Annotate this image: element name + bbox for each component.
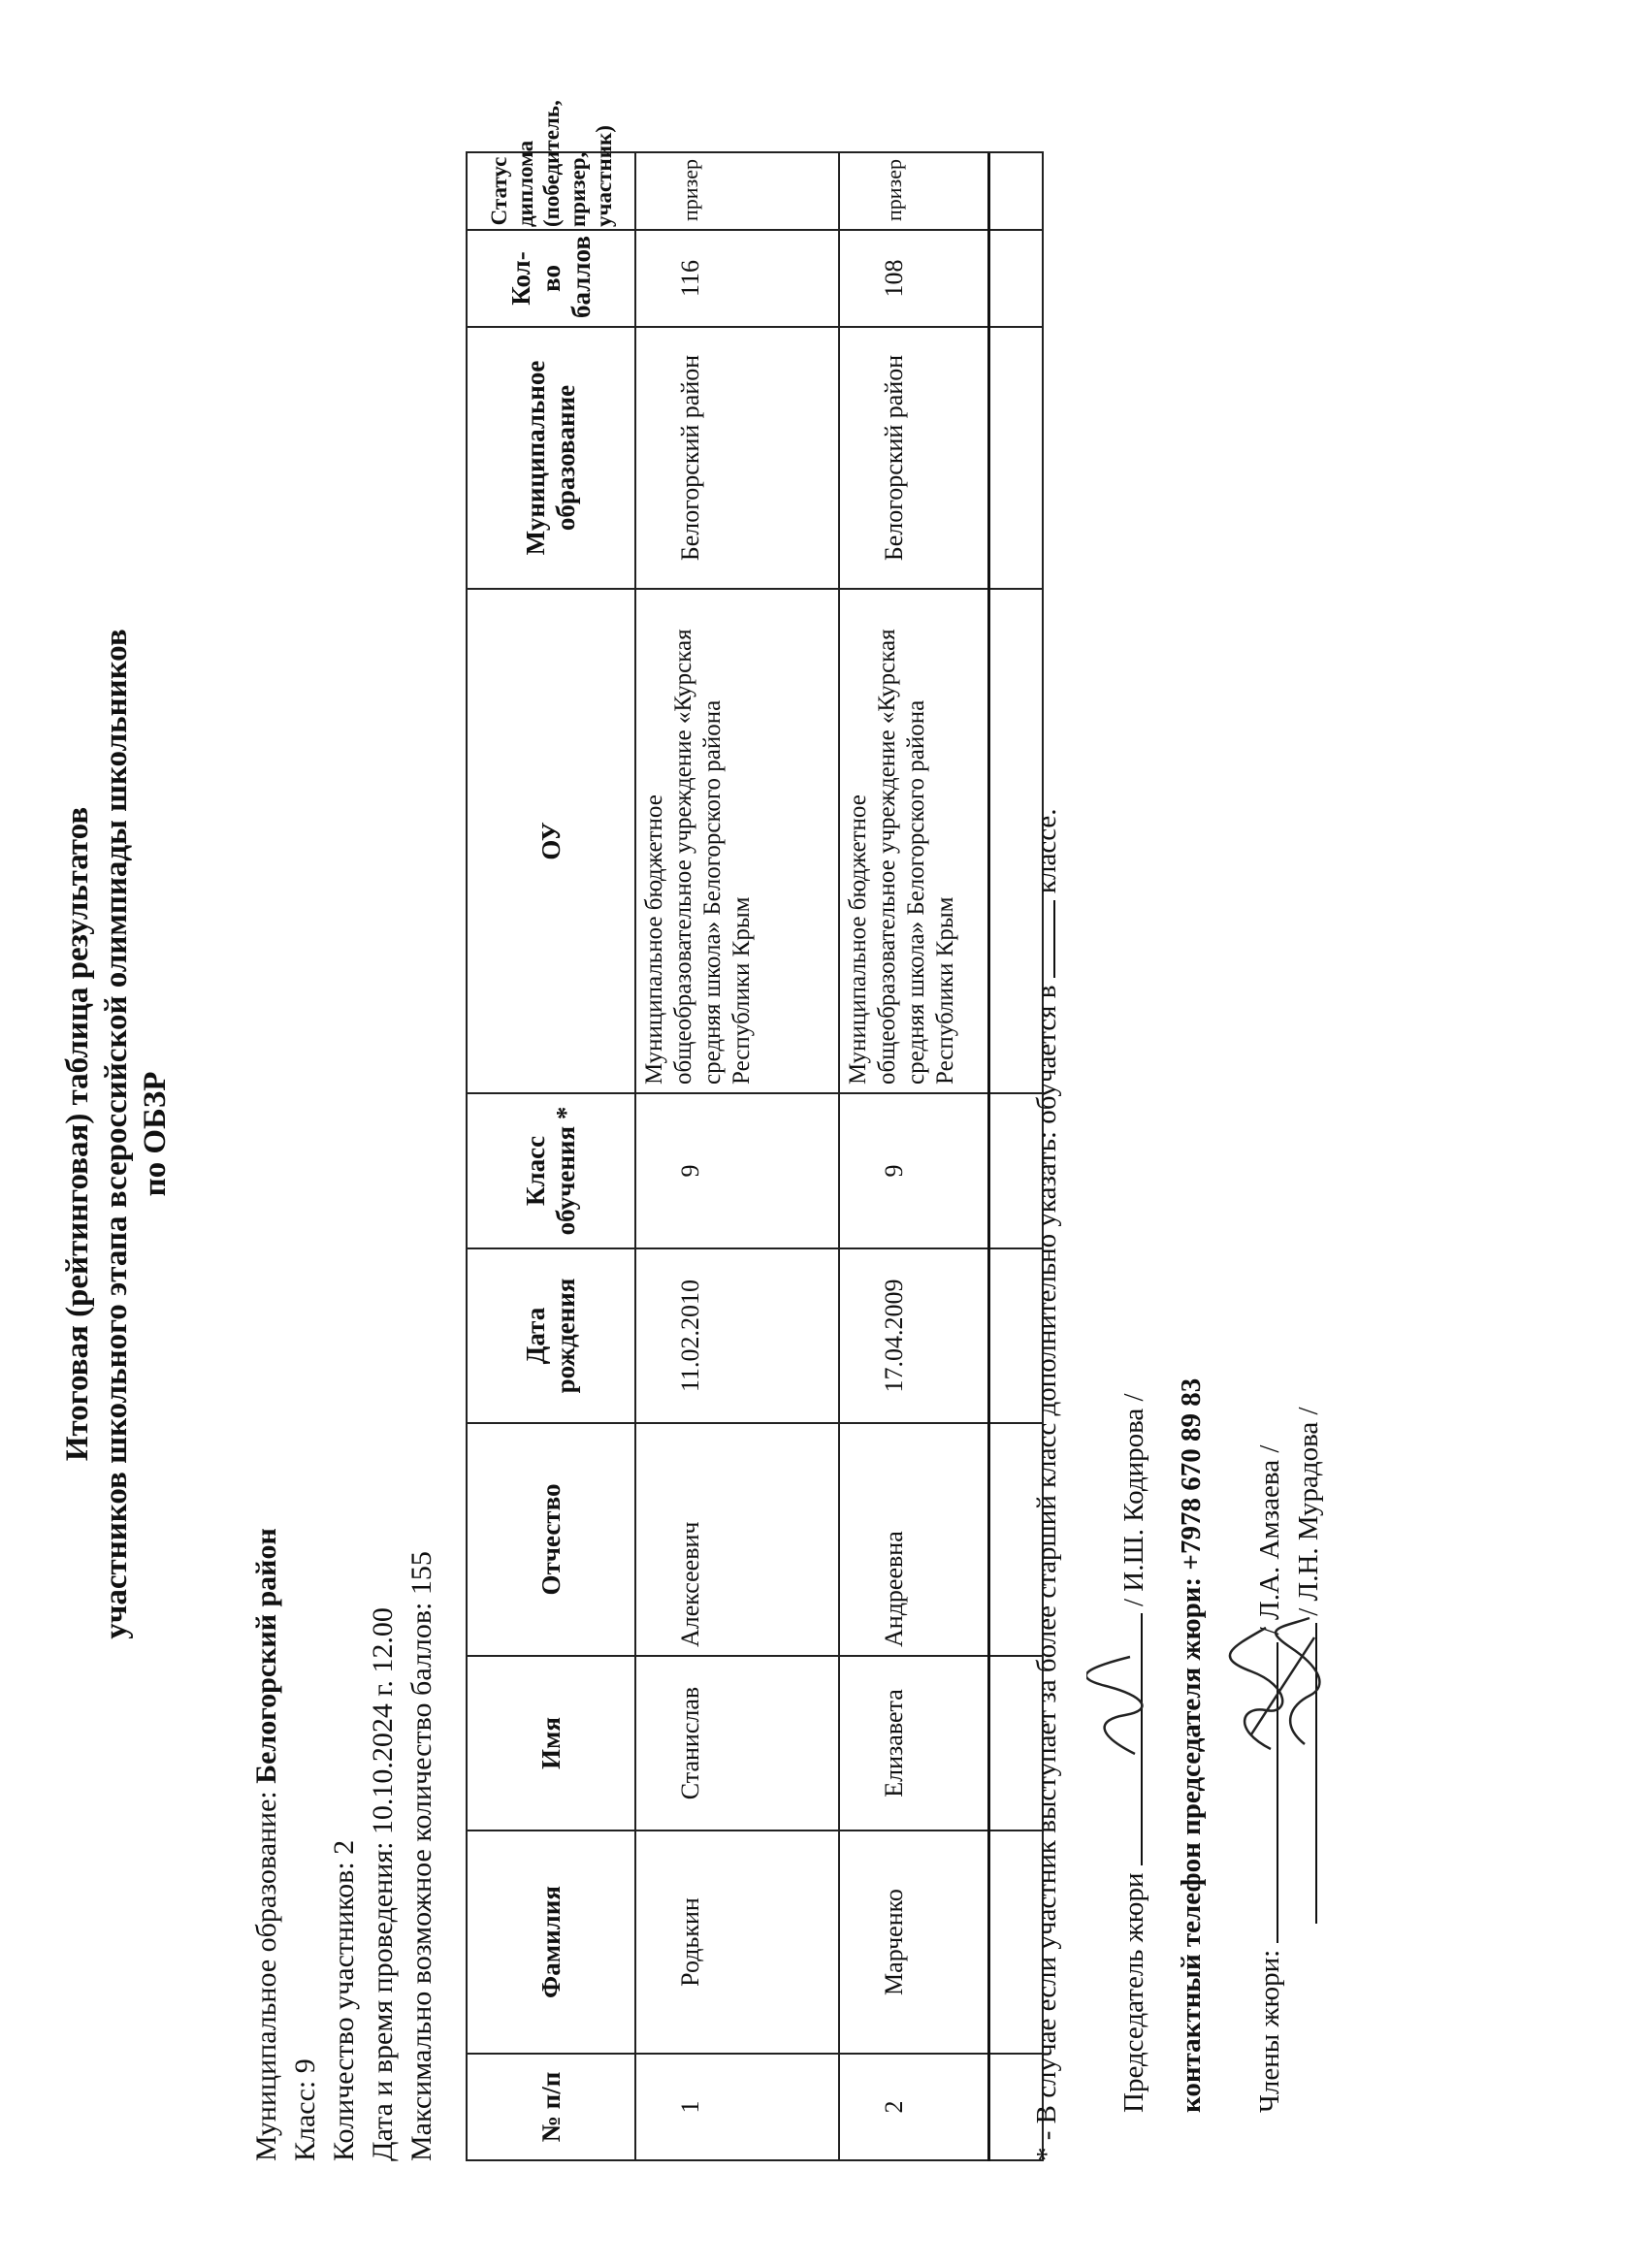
row-grade: 9 [839, 1093, 1043, 1248]
datetime-line [365, 1607, 402, 2161]
row-municipality: Белогорский район [635, 327, 839, 589]
row-name: Станислав [635, 1656, 839, 1831]
phone-line [1174, 1378, 1209, 2113]
row-patronymic: Андреевна [839, 1423, 1043, 1656]
table-row [635, 152, 839, 2160]
member1-name: / Л.А. Амзаева / [1254, 1444, 1285, 1636]
datetime-value: 10.10.2024 г. 12.00 [367, 1607, 399, 1835]
max-score-value: 155 [405, 1551, 437, 1596]
footnote-end: классе. [1031, 808, 1062, 894]
municipality-line [248, 1528, 285, 2161]
row-score: 108 [839, 230, 1043, 327]
row-school: Муниципальное бюджетное общеобразовательное учреждение «Курская средняя школа» Белогорского района Республики Крым [839, 589, 1043, 1093]
phone-value: +7978 670 89 83 [1176, 1377, 1207, 1571]
participants-label: Количество участников: [328, 1862, 360, 2161]
row-num: 2 [839, 2054, 1043, 2160]
header-grade: Класс обучения * [467, 1093, 635, 1248]
row-patronymic: Алексеевич [635, 1423, 839, 1656]
header-score: Кол-во баллов [467, 230, 635, 327]
results-table [466, 100, 1044, 2161]
header-patronymic: Отчество [467, 1423, 635, 1656]
members-label: Члены жюри: [1254, 1949, 1285, 2113]
table-header-row [467, 152, 635, 2160]
row-name: Елизавета [839, 1656, 1043, 1831]
municipality-value: Белогорский район [250, 1528, 282, 1784]
municipality-label: Муниципальное образование: [250, 1791, 282, 2161]
row-birth-date: 11.02.2010 [635, 1248, 839, 1423]
header-municipality: Муниципальное образование [467, 327, 635, 589]
header-surname: Фамилия [467, 1831, 635, 2054]
document-title-line-1: Итоговая (рейтинговая) таблица результатов [60, 806, 95, 1462]
separator-line [987, 153, 990, 2161]
chair-name: / И.Ш. Кодирова / [1118, 1393, 1149, 1606]
participants-line [326, 1840, 363, 2161]
row-num: 1 [635, 2054, 839, 2160]
header-num: № п/п [467, 2054, 635, 2160]
member1-line [1251, 1445, 1287, 2113]
row-surname: Родькин [635, 1831, 839, 2054]
row-grade: 9 [635, 1093, 839, 1248]
row-birth-date: 17.04.2009 [839, 1248, 1043, 1423]
class-label: Класс: [289, 2080, 321, 2161]
row-score: 116 [635, 230, 839, 327]
members-signatures [1212, 1608, 1329, 1764]
header-school: ОУ [467, 589, 635, 1093]
footnote-text: * - В случае если участник выступает за более старший класс дополнительно указать: обучается в [1031, 985, 1062, 2161]
participants-value: 2 [328, 1839, 360, 1855]
datetime-label: Дата и время проведения: [367, 1841, 399, 2161]
row-school: Муниципальное бюджетное общеобразовательное учреждение «Курская средняя школа» Белогорского района Республики Крым [635, 589, 839, 1093]
document-title-line-3: по ОБЗР [138, 1071, 173, 1197]
header-birth-date: Дата рождения [467, 1248, 635, 1423]
row-status: призер [635, 152, 839, 230]
table-row [839, 152, 1043, 2160]
row-status: призер [839, 152, 1043, 230]
footnote [1028, 808, 1064, 2161]
member2-name: / Л.Н. Мурадова / [1293, 1407, 1324, 1616]
chair-label: Председатель жюри [1118, 1872, 1149, 2113]
chair-signature [1086, 1647, 1154, 1764]
row-surname: Марченко [839, 1831, 1043, 2054]
class-value: 9 [289, 2058, 321, 2074]
max-score-line [404, 1551, 440, 2161]
footnote-blank [1028, 900, 1055, 978]
max-score-label: Максимально возможное количество баллов: [405, 1602, 437, 2161]
header-status: Статус диплома (победитель, призер, участник) [467, 152, 635, 230]
phone-label: контактный телефон председателя жюри: [1176, 1576, 1207, 2113]
document-title-line-2: участников школьного этапа всероссийской олимпиады школьников [99, 629, 134, 1639]
row-municipality: Белогорский район [839, 327, 1043, 589]
header-name: Имя [467, 1656, 635, 1831]
class-line [287, 2058, 324, 2161]
